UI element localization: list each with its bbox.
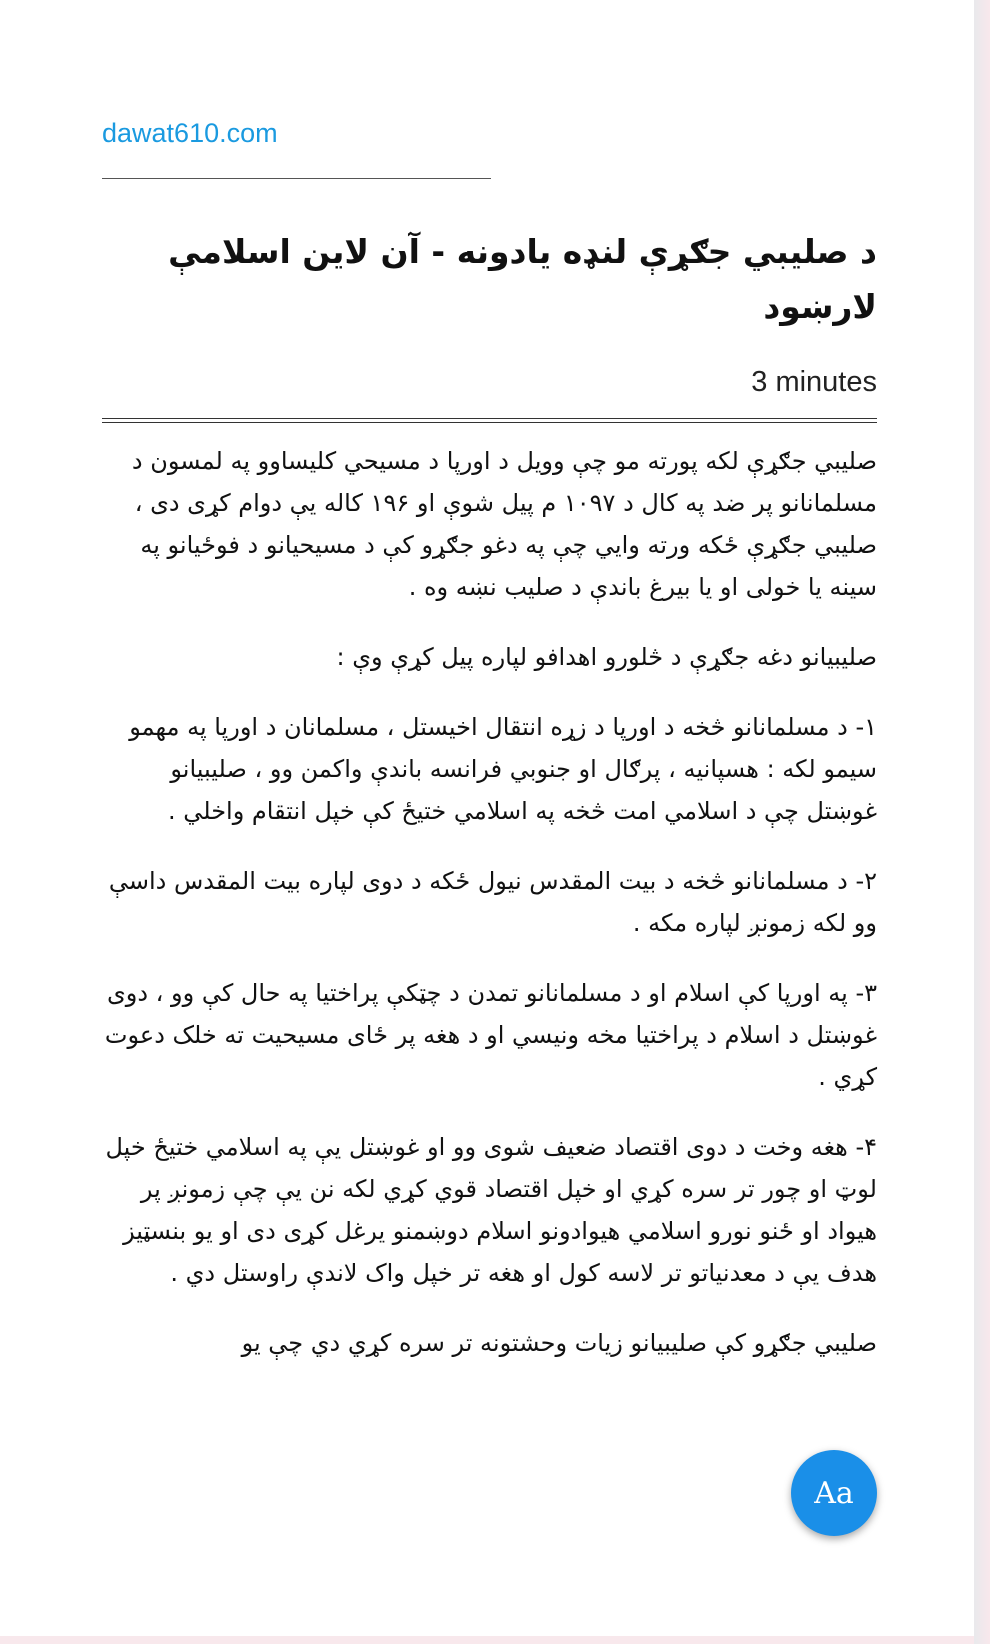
site-link[interactable]: dawat610.com <box>102 118 278 148</box>
paragraph: صلیبي جګړو کې صلیبیانو زیات وحشتونه تر سره کړي دي چې یو <box>241 1329 877 1357</box>
font-settings-label: Aa <box>814 1475 854 1511</box>
paragraph: ۳- په اورپا کې اسلام او د مسلمانانو تمدن د چټکې پراختیا په حال کې وو ، دوی غوښتل د اسلام د پراختیا مخه ونیسي او د هغه پر ځای مسیحیت ته خلک دعوت کړي . <box>104 979 877 1091</box>
paragraph: ۲- د مسلمانانو څخه د بیت المقدس نیول ځکه د دوی لپاره بیت المقدس داسې وو لکه زمونږ لپاره مکه . <box>108 867 877 937</box>
paragraph: صلیبیانو دغه جګړې د څلورو اهدافو لپاره پیل کړې وې : <box>336 643 877 671</box>
font-settings-button[interactable] <box>791 1450 877 1536</box>
article-body <box>102 440 877 1392</box>
page-edge <box>974 0 990 1644</box>
article-title: د صلیبي جګړې لنډه یادونه - آن لاین اسلامې لارښود <box>168 232 877 326</box>
paragraph: ۱- د مسلمانانو څخه د اورپا د زړه انتقال اخیستل ، مسلمانان د اورپا په مهمو سیمو لکه : هسپانیه ، پرګال او جنوبي فرانسه باندې واکمن وو ، صلیبیانو غوښتل چې د اسلامي امت څخه په اسلامي ختیځ کې خپل انتقام واخلي . <box>129 713 877 825</box>
paragraph: ۴- هغه وخت د دوی اقتصاد ضعیف شوی وو او غوښتل یې په اسلامي ختیځ خپل لوټ او چور تر سره کړي او خپل اقتصاد قوي کړي لکه نن یې چې زمونږ پر هیواد او ځنو نورو اسلامي هیوادونو اسلام دوښمنو یرغل کړی دی او یو بنسټیز هدف یې د معدنیاتو تر لاسه کول او هغه تر خپل واک لاندې راوستل دي . <box>105 1133 877 1287</box>
header-divider <box>102 418 877 423</box>
site-divider <box>102 178 491 179</box>
paragraph: صلیبي جګړې لکه پورته مو چې وویل د اورپا د مسیحي کلیساوو په لمسون د مسلمانانو پر ضد په کال د ۱۰۹۷ م پیل شوې او ۱۹۶ کاله یې دوام کړی دی ، صلیبي جګړې ځکه ورته وایي چې په دغو جګړو کې د مسیحیانو د فوځیانو په سینه یا خولی او یا بیرغ باندې د صلیب نښه وه . <box>131 447 877 601</box>
read-time: 3 minutes <box>751 366 877 398</box>
